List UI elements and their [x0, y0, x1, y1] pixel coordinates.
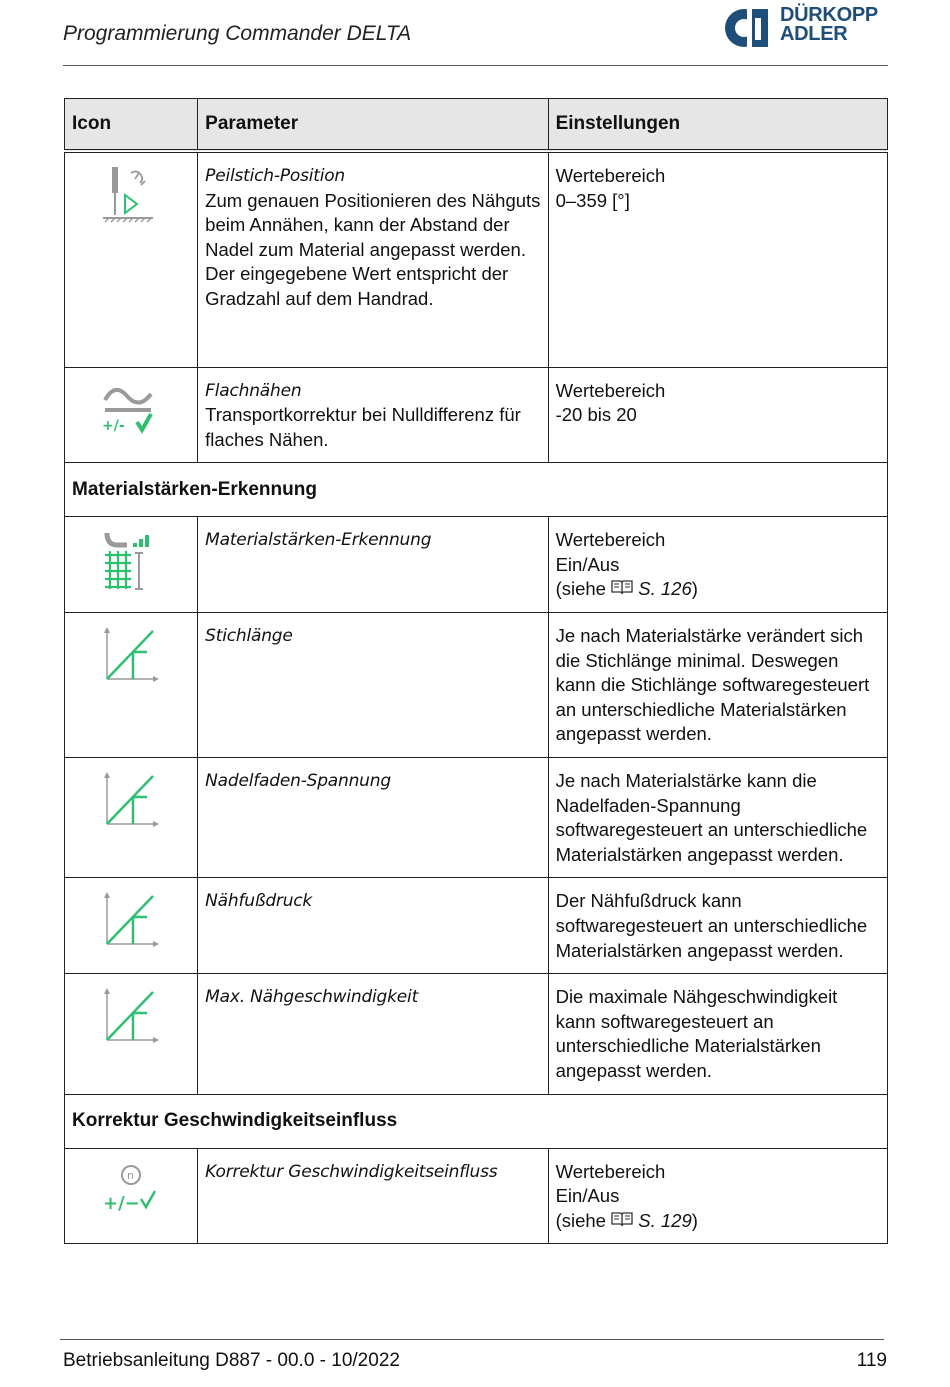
icon-cell: [65, 1148, 198, 1244]
graph-icon: [101, 770, 161, 830]
parameter-name: Flachnähen: [205, 380, 302, 401]
graph-icon: [101, 890, 161, 950]
footer-rule: [60, 1339, 884, 1340]
header-rule: [63, 65, 888, 66]
column-header-parameter: Parameter: [198, 99, 548, 152]
reference-prefix: (siehe: [555, 578, 606, 600]
reference-page-link[interactable]: S. 126: [638, 578, 692, 600]
section-heading: Korrektur Geschwindigkeitseinfluss: [65, 1094, 888, 1148]
svg-text:n: n: [127, 1168, 135, 1182]
page-reference: [556, 1209, 880, 1234]
table-row: [65, 613, 888, 758]
table-row: [65, 367, 888, 463]
graph-icon: [101, 625, 161, 685]
reference-prefix: (siehe: [555, 1209, 606, 1231]
reference-page-link[interactable]: S. 129: [638, 1209, 692, 1231]
svg-text:+/-: +/-: [102, 417, 125, 434]
parameter-name: Materialstärken-Erkennung: [205, 530, 432, 551]
page-number: 119: [856, 1350, 887, 1371]
icon-cell: [65, 517, 198, 613]
icon-cell: [65, 974, 198, 1094]
settings-description: Je nach Materialstärke kann die Nadelfaden-Spannung softwaregesteuert an unterschiedliche Materialstärken angepasst werden.: [555, 770, 868, 865]
icon-cell: [65, 613, 198, 758]
parameter-description: Zum genauen Positionieren des Nähguts beim Annähen, kann der Abstand der Nadel zum Material angepasst werden. Der eingegebene Wert entspricht der Gradzahl auf dem Handrad.: [205, 189, 541, 309]
settings-description: Die maximale Nähgeschwindigkeit kann softwaregesteuert an unterschiedliche Materialstärken angepasst werden.: [555, 986, 838, 1081]
parameter-name: Nadelfaden-Spannung: [205, 771, 391, 792]
reference-suffix: ): [691, 1209, 698, 1231]
parameter-name: Nähfußdruck: [205, 891, 313, 912]
section-heading: Materialstärken-Erkennung: [65, 463, 888, 517]
settings-cell: [548, 151, 887, 367]
parameter-name: Stichlänge: [205, 626, 293, 647]
table-row: [65, 878, 888, 974]
icon-cell: [65, 151, 198, 367]
footer-document-id: Betriebsanleitung D887 - 00.0 - 10/2022: [63, 1350, 400, 1371]
settings-cell: [548, 878, 887, 974]
settings-cell: [548, 613, 887, 758]
needle-position-icon: [101, 165, 161, 225]
settings-label: Wertebereich: [555, 1160, 666, 1182]
column-header-settings: Einstellungen: [548, 99, 887, 152]
parameter-name: Korrektur Geschwindigkeitseinfluss: [205, 1161, 498, 1182]
page-reference: [556, 577, 880, 602]
icon-cell: [65, 878, 198, 974]
settings-cell: [548, 758, 887, 878]
column-header-icon: Icon: [65, 99, 198, 152]
page-header-title: Programmierung Commander DELTA: [63, 22, 412, 45]
settings-value: Ein/Aus: [555, 553, 620, 575]
parameter-cell: [198, 367, 548, 463]
icon-cell: [65, 758, 198, 878]
parameter-table: [64, 98, 888, 1244]
parameter-cell: [198, 974, 548, 1094]
brand-logo-icon: [722, 6, 778, 50]
settings-cell: [548, 1148, 887, 1244]
brand-logo: [722, 6, 892, 50]
table-row: [65, 1148, 888, 1244]
material-thickness-icon: [101, 529, 161, 591]
book-icon: [611, 1211, 633, 1227]
parameter-cell: [198, 878, 548, 974]
reference-suffix: ): [691, 578, 698, 600]
brand-name-line1: DÜRKOPP: [780, 4, 878, 26]
brand-name-line2: ADLER: [780, 23, 848, 45]
settings-label: Wertebereich: [555, 379, 666, 401]
icon-cell: [65, 367, 198, 463]
parameter-name: Max. Nähgeschwindigkeit: [205, 987, 419, 1008]
speed-correction-icon: [101, 1161, 161, 1221]
settings-cell: [548, 517, 887, 613]
settings-value: -20 bis 20: [555, 404, 637, 426]
parameter-cell: [198, 613, 548, 758]
settings-label: Wertebereich: [555, 529, 666, 551]
table-row: [65, 517, 888, 613]
settings-description: Der Nähfußdruck kann softwaregesteuert an unterschiedliche Materialstärken angepasst werden.: [555, 890, 868, 961]
svg-text:+/−: +/−: [103, 1192, 140, 1214]
parameter-name: Peilstich-Position: [205, 166, 346, 186]
flat-sewing-icon: [101, 380, 161, 440]
parameter-cell: [198, 151, 548, 367]
table-row: [65, 974, 888, 1094]
table-row: [65, 758, 888, 878]
graph-icon: [101, 986, 161, 1046]
parameter-cell: [198, 758, 548, 878]
settings-value: 0–359 [°]: [555, 189, 630, 211]
settings-label: Wertebereich: [555, 165, 666, 186]
table-row: [65, 151, 888, 367]
book-icon: [611, 579, 633, 595]
settings-cell: [548, 367, 887, 463]
parameter-cell: [198, 1148, 548, 1244]
settings-description: Je nach Materialstärke verändert sich die Stichlänge minimal. Deswegen kann die Stichlänge softwaregesteuert an unterschiedliche Materialstärken angepasst werden.: [555, 625, 870, 745]
settings-value: Ein/Aus: [555, 1185, 620, 1207]
parameter-cell: [198, 517, 548, 613]
settings-cell: [548, 974, 887, 1094]
parameter-description: Transportkorrektur bei Nulldifferenz für flaches Nähen.: [205, 404, 521, 450]
